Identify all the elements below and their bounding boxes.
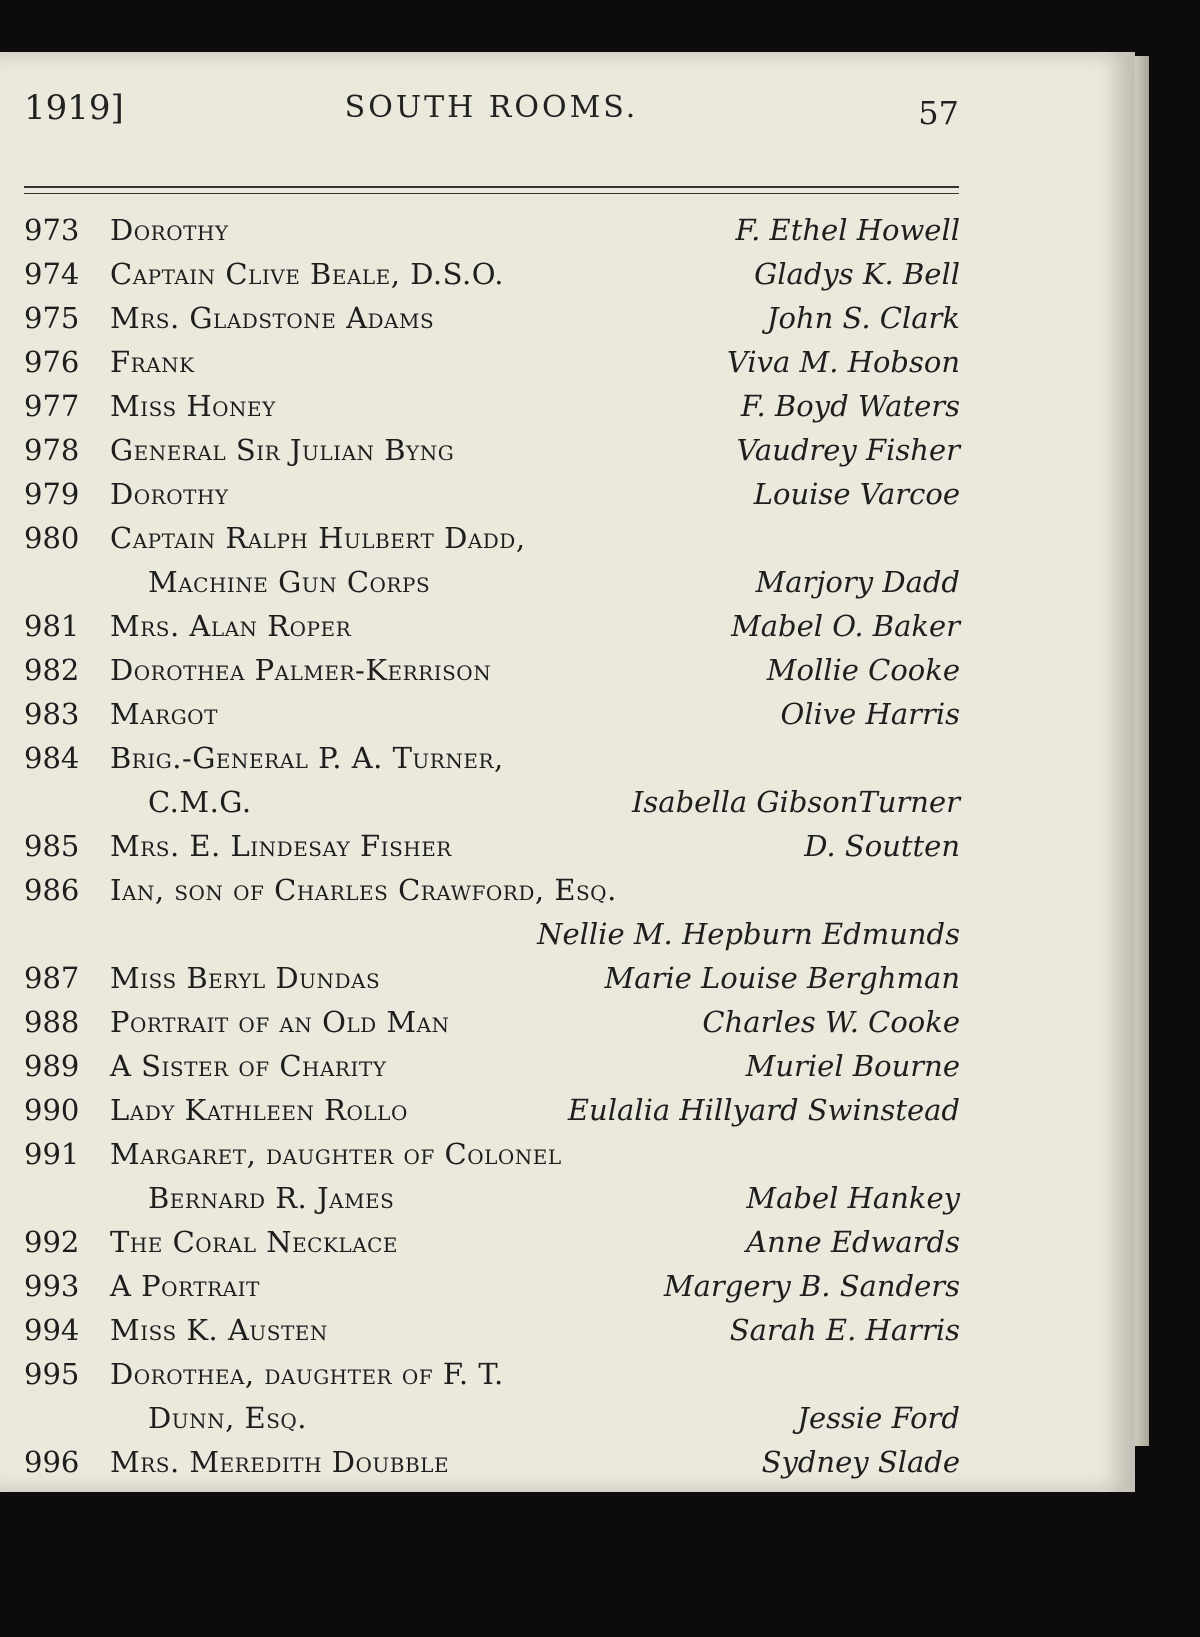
entry-line: [24, 956, 964, 1000]
entry-number: 988: [24, 1005, 80, 1039]
catalogue-entry: [24, 296, 964, 340]
entry-line: [24, 692, 964, 736]
catalogue-entry: [24, 1264, 964, 1308]
catalogue-entry: [24, 384, 964, 428]
entry-title: Mrs. Alan Roper: [110, 609, 352, 643]
entry-number: 990: [24, 1093, 80, 1127]
entry-line: [24, 208, 964, 252]
catalogue-entry: [24, 472, 964, 516]
entry-artist: Sydney Slade: [761, 1445, 960, 1479]
entry-line: [24, 1396, 964, 1440]
entry-number: 977: [24, 389, 80, 423]
entry-number: 982: [24, 653, 80, 687]
entry-number: 975: [24, 301, 80, 335]
entry-title: The Coral Necklace: [110, 1225, 399, 1259]
entry-number: 984: [24, 741, 80, 775]
entry-title: Margaret, daughter of Colonel: [110, 1137, 562, 1171]
page-edge: [1135, 56, 1149, 1446]
entry-line: [24, 1088, 964, 1132]
entry-number: 992: [24, 1225, 80, 1259]
entry-title: Brig.-General P. A. Turner,: [110, 741, 504, 775]
entry-line: [24, 472, 964, 516]
entry-artist: D. Soutten: [804, 829, 960, 863]
entry-number: 995: [24, 1357, 80, 1391]
entry-number: 996: [24, 1445, 80, 1479]
entry-line: [24, 1044, 964, 1088]
entry-title: Captain Clive Beale, D.S.O.: [110, 257, 504, 291]
entry-artist: Isabella GibsonTurner: [631, 785, 960, 819]
entry-title: Mrs. Gladstone Adams: [110, 301, 435, 335]
entry-title: Miss Honey: [110, 389, 276, 423]
header-rule-thin: [24, 193, 959, 194]
entry-line: [24, 868, 964, 912]
catalogue-entry: [24, 1440, 964, 1484]
entry-title: Miss K. Austen: [110, 1313, 328, 1347]
entry-artist: Vaudrey Fisher: [736, 433, 960, 467]
entry-line: [24, 648, 964, 692]
entry-artist: Mollie Cooke: [766, 653, 960, 687]
entry-line: [24, 1000, 964, 1044]
catalogue-entry: [24, 1132, 964, 1220]
catalogue-entry: [24, 1308, 964, 1352]
entry-line: [24, 384, 964, 428]
entry-artist: John S. Clark: [766, 301, 960, 335]
entry-line: [24, 912, 964, 956]
entry-line: [24, 252, 964, 296]
catalogue-entry: [24, 208, 964, 252]
entry-artist: F. Ethel Howell: [735, 213, 960, 247]
entry-line: [24, 1352, 964, 1396]
header-title: SOUTH ROOMS.: [344, 90, 639, 125]
entry-number: 979: [24, 477, 80, 511]
header-rule: [24, 186, 959, 188]
entry-artist: Louise Varcoe: [753, 477, 960, 511]
entry-number: 974: [24, 257, 80, 291]
entry-title: General Sir Julian Byng: [110, 433, 455, 467]
catalogue-entry: [24, 604, 964, 648]
catalogue-entry: [24, 956, 964, 1000]
entry-number: 983: [24, 697, 80, 731]
entry-line: [24, 296, 964, 340]
entry-line: [24, 824, 964, 868]
page-number: 57: [918, 94, 959, 132]
entry-title: Mrs. E. Lindesay Fisher: [110, 829, 452, 863]
entry-title: Margot: [110, 697, 218, 731]
entry-title: Captain Ralph Hulbert Dadd,: [110, 521, 526, 555]
catalogue-entry: [24, 1088, 964, 1132]
entry-number: 987: [24, 961, 80, 995]
entry-title: Ian, son of Charles Crawford, Esq.: [110, 873, 617, 907]
catalogue-entry: [24, 516, 964, 604]
entry-number: 981: [24, 609, 80, 643]
entry-title: Frank: [110, 345, 195, 379]
entry-artist: Muriel Bourne: [745, 1049, 960, 1083]
entry-artist: Nellie M. Hepburn Edmunds: [537, 917, 960, 951]
entry-artist: Mabel Hankey: [746, 1181, 960, 1215]
catalogue-entry: [24, 824, 964, 868]
entry-title: Miss Beryl Dundas: [110, 961, 381, 995]
entry-number: 985: [24, 829, 80, 863]
entry-artist: Jessie Ford: [797, 1401, 960, 1435]
entry-line: [24, 428, 964, 472]
entry-line: [24, 736, 964, 780]
entry-title: Dorothea, daughter of F. T.: [110, 1357, 504, 1391]
entry-line: [24, 780, 964, 824]
entry-line: [24, 1308, 964, 1352]
entry-artist: Charles W. Cooke: [702, 1005, 960, 1039]
entry-title-continued: Dunn, Esq.: [148, 1401, 308, 1435]
entry-artist: Margery B. Sanders: [663, 1269, 960, 1303]
catalogue-list: [24, 208, 964, 1484]
entry-line: [24, 340, 964, 384]
entry-artist: Mabel O. Baker: [731, 609, 960, 643]
entry-artist: Marjory Dadd: [755, 565, 960, 599]
entry-line: [24, 560, 964, 604]
entry-number: 994: [24, 1313, 80, 1347]
entry-artist: Sarah E. Harris: [729, 1313, 960, 1347]
catalogue-entry: [24, 1220, 964, 1264]
catalogue-entry: [24, 428, 964, 472]
catalogue-entry: [24, 1044, 964, 1088]
entry-number: 980: [24, 521, 80, 555]
entry-number: 978: [24, 433, 80, 467]
entry-number: 976: [24, 345, 80, 379]
entry-number: 991: [24, 1137, 80, 1171]
entry-title: A Sister of Charity: [110, 1049, 387, 1083]
entry-artist: Gladys K. Bell: [754, 257, 960, 291]
entry-number: 989: [24, 1049, 80, 1083]
entry-number: 986: [24, 873, 80, 907]
entry-line: [24, 604, 964, 648]
catalogue-entry: [24, 1000, 964, 1044]
catalogue-entry: [24, 252, 964, 296]
catalogue-entry: [24, 340, 964, 384]
entry-title: Mrs. Meredith Doubble: [110, 1445, 450, 1479]
entry-title-continued: Machine Gun Corps: [148, 565, 431, 599]
entry-title: Dorothy: [110, 213, 229, 247]
catalogue-entry: [24, 736, 964, 824]
entry-title: Dorothea Palmer-Kerrison: [110, 653, 492, 687]
entry-title: A Portrait: [110, 1269, 260, 1303]
entry-line: [24, 516, 964, 560]
entry-line: [24, 1440, 964, 1484]
entry-title-continued: Bernard R. James: [148, 1181, 395, 1215]
entry-title-continued: C.M.G.: [148, 785, 252, 819]
entry-number: 993: [24, 1269, 80, 1303]
entry-artist: Anne Edwards: [746, 1225, 960, 1259]
entry-line: [24, 1264, 964, 1308]
page-header: [24, 88, 959, 138]
entry-artist: Olive Harris: [780, 697, 960, 731]
entry-artist: Viva M. Hobson: [726, 345, 960, 379]
catalogue-entry: [24, 648, 964, 692]
entry-title: Dorothy: [110, 477, 229, 511]
entry-number: 973: [24, 213, 80, 247]
catalogue-entry: [24, 692, 964, 736]
entry-artist: F. Boyd Waters: [740, 389, 960, 423]
entry-title: Portrait of an Old Man: [110, 1005, 450, 1039]
entry-line: [24, 1132, 964, 1176]
catalogue-entry: [24, 1352, 964, 1440]
header-year: 1919]: [24, 88, 124, 128]
entry-line: [24, 1220, 964, 1264]
entry-artist: Eulalia Hillyard Swinstead: [567, 1093, 960, 1127]
entry-artist: Marie Louise Berghman: [604, 961, 960, 995]
entry-line: [24, 1176, 964, 1220]
entry-title: Lady Kathleen Rollo: [110, 1093, 408, 1127]
catalogue-entry: [24, 868, 964, 956]
